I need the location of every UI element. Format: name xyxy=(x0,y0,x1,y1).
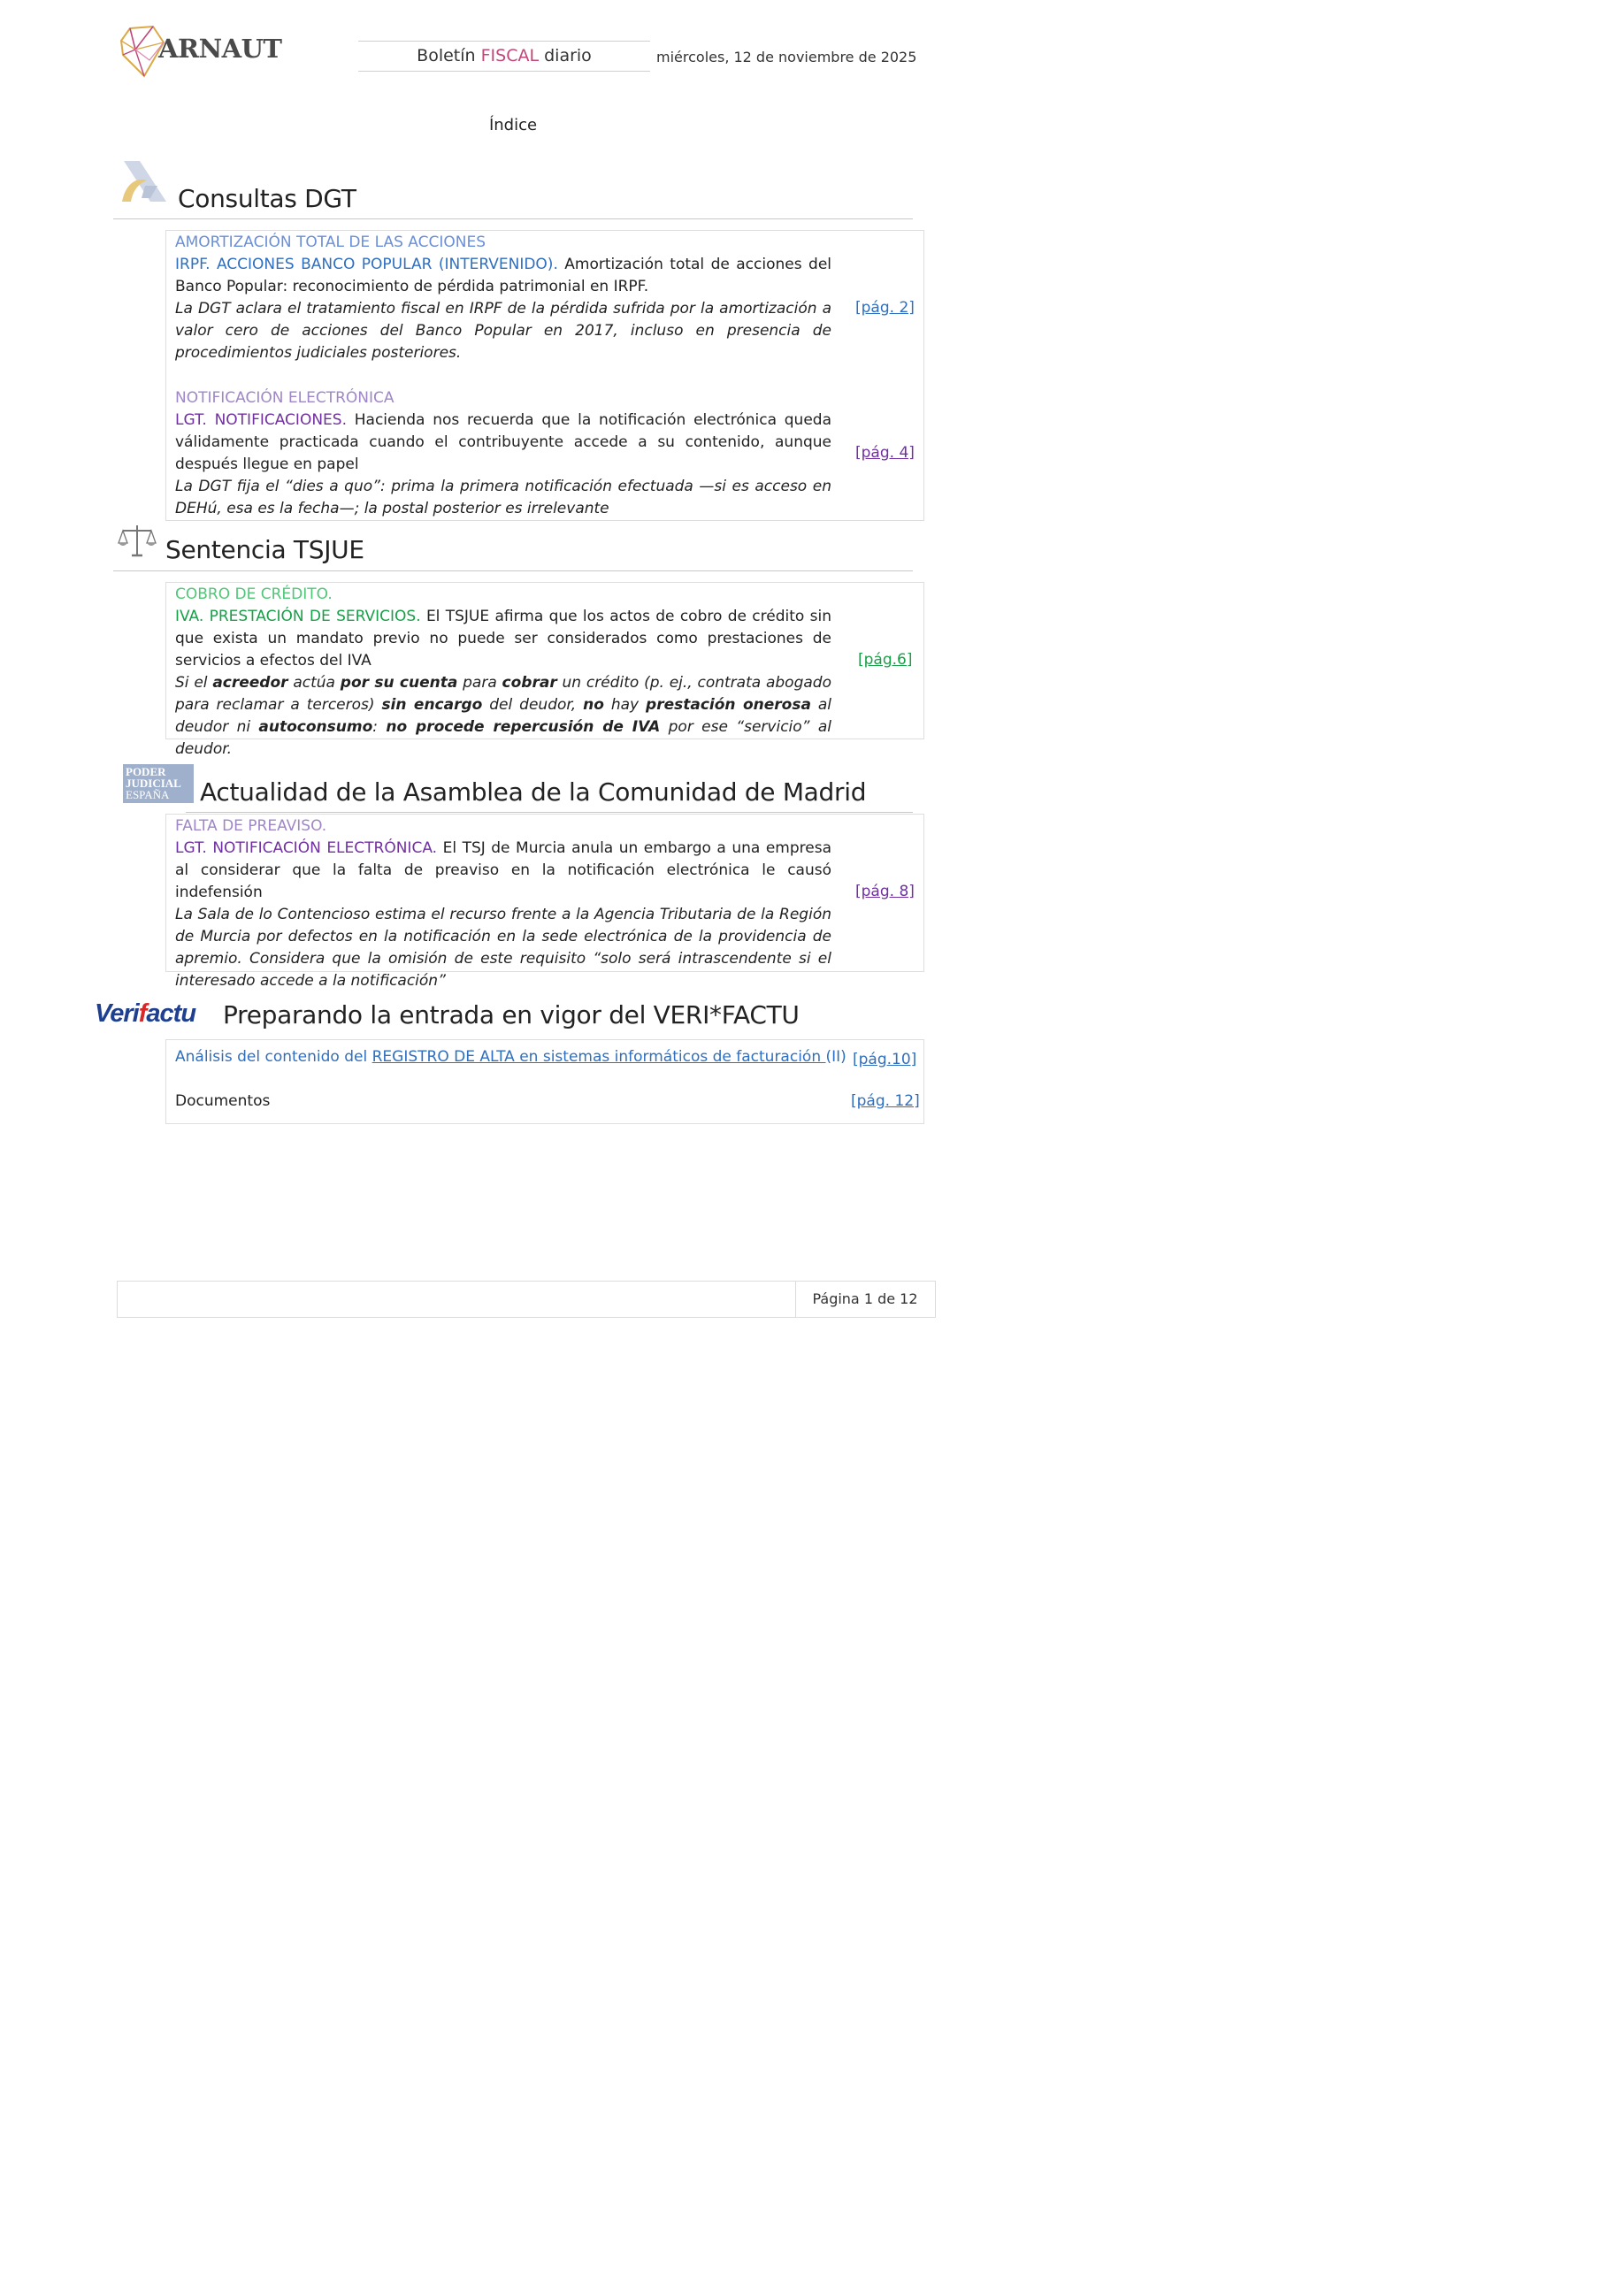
dgt-entry-2 xyxy=(175,387,831,520)
registro-alta-link[interactable]: REGISTRO DE ALTA en sistemas informáticos de facturación xyxy=(372,1048,826,1066)
entry-summary: El TSJ de Murcia anula un embargo a una empresa al considerar que la falta de preaviso en la notificación electrónica le causó indefensión xyxy=(175,839,832,901)
entry-category: FALTA DE PREAVISO. xyxy=(175,817,327,835)
entry-headline: LGT. NOTIFICACIÓN ELECTRÓNICA. xyxy=(175,839,438,857)
index-title: Índice xyxy=(488,116,538,134)
arnaut-logo xyxy=(118,25,282,80)
tsjue-entry xyxy=(175,584,831,761)
logo-wordmark: ARNAUT xyxy=(158,34,282,64)
scales-icon xyxy=(118,522,157,561)
poder-judicial-logo: PODER JUDICIAL ESPAÑA xyxy=(123,764,194,803)
entry-note: La DGT fija el “dies a quo”: prima la primera notificación efectuada —si es acceso en DEHú, esa es la fecha—; la postal posterior es irrelevante xyxy=(175,478,831,517)
entry-category: COBRO DE CRÉDITO. xyxy=(175,585,333,603)
page-number: Página 1 de 12 xyxy=(812,1290,918,1307)
footer-box xyxy=(117,1281,936,1318)
page-link-4[interactable]: [pág. 4] xyxy=(855,444,915,462)
entry-note: Si el acreedor actúa por su cuenta para cobrar un crédito (p. ej., contrata abogado para reclamar a terceros) sin encargo del deudor, no hay prestación onerosa al deudor ni autoconsumo: no procede repercusión de IVA por ese “servicio” al deudor. xyxy=(175,674,832,758)
entry-category: NOTIFICACIÓN ELECTRÓNICA xyxy=(175,389,395,407)
entry-note: La DGT aclara el tratamiento fiscal en IRPF de la pérdida sufrida por la amortización a valor cero de acciones del Banco Popular en 2017, incluso en presencia de procedimientos judiciales posteriores. xyxy=(175,300,831,362)
page-link-12[interactable]: [pág. 12] xyxy=(851,1092,920,1110)
verifactu-logo: Verifactu xyxy=(95,999,196,1028)
entry-summary: El TSJUE afirma que los actos de cobro de crédito sin que exista un mandato previo no puede ser considerados como prestaciones de servicios a efectos del IVA xyxy=(175,608,831,670)
entry-summary: Amortización total de acciones del Banco Popular: reconocimiento de pérdida patrimonial en IRPF. xyxy=(175,256,832,295)
entry-headline: IRPF. ACCIONES BANCO POPULAR (INTERVENIDO). xyxy=(175,256,558,273)
section-title-verifactu: Preparando la entrada en vigor del VERI*FACTU xyxy=(223,1000,800,1029)
page-link-2[interactable]: [pág. 2] xyxy=(855,299,915,317)
verifactu-row-documents: Documentos xyxy=(175,1092,271,1110)
entry-headline: IVA. PRESTACIÓN DE SERVICIOS. xyxy=(175,608,421,625)
section-title-asamblea: Actualidad de la Asamblea de la Comunidad de Madrid xyxy=(200,777,867,807)
entry-category: AMORTIZACIÓN TOTAL DE LAS ACCIONES xyxy=(175,233,486,251)
page-link-8[interactable]: [pág. 8] xyxy=(855,883,915,900)
page-link-6[interactable]: [pág.6] xyxy=(858,651,913,669)
section-title-tsjue: Sentencia TSJUE xyxy=(165,535,364,564)
entry-note: La Sala de lo Contencioso estima el recurso frente a la Agencia Tributaria de la Región de Murcia por defectos en la notificación en la sede electrónica de la providencia de apremio. Considera que la omisión de este requisito “solo será intrascendente si el interesado accede a la notificación” xyxy=(175,906,831,990)
entry-summary: Hacienda nos recuerda que la notificación electrónica queda válidamente practicada cuando el contribuyente accede a su contenido, aunque después llegue en papel xyxy=(175,411,831,473)
verifactu-row-analysis: Análisis del contenido del REGISTRO DE ALTA en sistemas informáticos de facturación (II) xyxy=(175,1048,846,1066)
entry-headline: LGT. NOTIFICACIONES. xyxy=(175,411,347,429)
bulletin-date: miércoles, 12 de noviembre de 2025 xyxy=(656,49,917,65)
page-link-10[interactable]: [pág.10] xyxy=(853,1051,917,1068)
bulletin-title: Boletín FISCAL diario xyxy=(417,46,592,65)
section-title-dgt: Consultas DGT xyxy=(178,184,356,213)
agencia-tributaria-icon xyxy=(119,159,172,208)
dgt-entry-1 xyxy=(175,232,831,364)
asamblea-entry xyxy=(175,815,831,992)
